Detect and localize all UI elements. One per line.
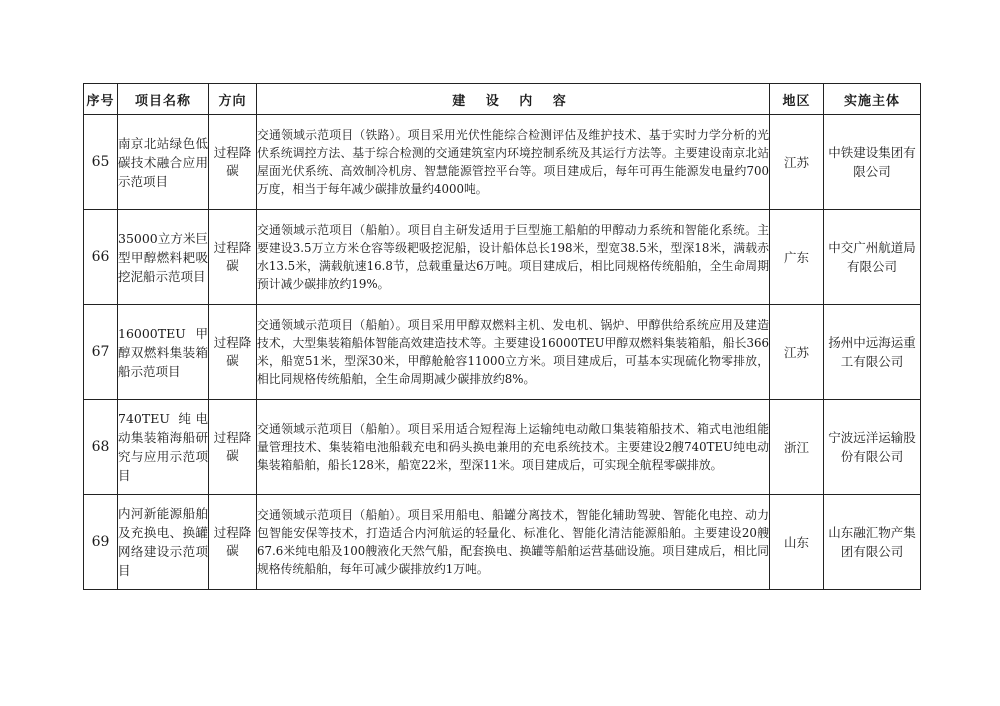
header-region: 地区 bbox=[770, 84, 824, 115]
table-header bbox=[84, 84, 921, 115]
table-row bbox=[84, 495, 921, 590]
projects-table bbox=[83, 83, 921, 590]
row-number: 67 bbox=[84, 305, 118, 400]
project-content: 交通领域示范项目（船舶）。项目自主研发适用于巨型施工船舶的甲醇动力系统和智能化系统。主要建设3.5万立方米仓容等级耙吸挖泥船，设计船体总长198米，型宽38.5米，型深18米，满载赤水13.5米，满载航速16.8节，总载重量达6万吨。项目建成后，相比同规格传统船舶，全生命周期预计减少碳排放约19%。 bbox=[257, 210, 770, 305]
header-row bbox=[84, 84, 921, 115]
project-region: 浙江 bbox=[770, 400, 824, 495]
project-direction: 过程降碳 bbox=[209, 495, 257, 590]
table-row bbox=[84, 210, 921, 305]
project-entity: 扬州中远海运重工有限公司 bbox=[824, 305, 921, 400]
table-row bbox=[84, 400, 921, 495]
project-name: 35000立方米巨型甲醇燃料耙吸挖泥船示范项目 bbox=[118, 210, 209, 305]
table-row bbox=[84, 115, 921, 210]
project-entity: 中铁建设集团有限公司 bbox=[824, 115, 921, 210]
table-row bbox=[84, 305, 921, 400]
project-region: 山东 bbox=[770, 495, 824, 590]
header-content: 建 设 内 容 bbox=[257, 84, 770, 115]
project-content: 交通领域示范项目（船舶）。项目采用适合短程海上运输纯电动敞口集装箱船技术、箱式电池组能量管理技术、集装箱电池船载充电和码头换电兼用的充电系统技术。主要建设2艘740TEU纯电动集装箱船舶，船长128米，船宽22米，型深11米。项目建成后，可实现全航程零碳排放。 bbox=[257, 400, 770, 495]
project-name: 740TEU 纯电动集装箱海船研究与应用示范项目 bbox=[118, 400, 209, 495]
project-content: 交通领域示范项目（铁路）。项目采用光伏性能综合检测评估及维护技术、基于实时力学分析的光伏系统调控方法、基于综合检测的交通建筑室内环境控制系统及其运行方法等。主要建设南京北站屋面光伏系统、高效制冷机房、智慧能源管控平台等。项目建成后，每年可再生能源发电量约700万度，相当于每年减少碳排放量约4000吨。 bbox=[257, 115, 770, 210]
header-name: 项目名称 bbox=[118, 84, 209, 115]
table-body bbox=[84, 115, 921, 590]
project-region: 江苏 bbox=[770, 305, 824, 400]
row-number: 68 bbox=[84, 400, 118, 495]
project-entity: 中交广州航道局有限公司 bbox=[824, 210, 921, 305]
project-region: 广东 bbox=[770, 210, 824, 305]
project-region: 江苏 bbox=[770, 115, 824, 210]
project-content: 交通领域示范项目（船舶）。项目采用甲醇双燃料主机、发电机、锅炉、甲醇供给系统应用及建造技术，大型集装箱船体智能高效建造技术等。主要建设16000TEU甲醇双燃料集装箱船，船长366米，船宽51米，型深30米，甲醇舱舱容11000立方米。项目建成后，可基本实现硫化物零排放，相比同规格传统船舶，全生命周期减少碳排放约8%。 bbox=[257, 305, 770, 400]
project-entity: 山东融汇物产集团有限公司 bbox=[824, 495, 921, 590]
project-content: 交通领域示范项目（船舶）。项目采用船电、船罐分离技术，智能化辅助驾驶、智能化电控、动力包智能安保等技术，打造适合内河航运的轻量化、标准化、智能化清洁能源船舶。主要建设20艘67.6米纯电船及100艘液化天然气船，配套换电、换罐等船舶运营基础设施。项目建成后，相比同规格传统船舶，每年可减少碳排放约1万吨。 bbox=[257, 495, 770, 590]
project-name: 内河新能源船舶及充换电、换罐网络建设示范项目 bbox=[118, 495, 209, 590]
header-direction: 方向 bbox=[209, 84, 257, 115]
project-entity: 宁波远洋运输股份有限公司 bbox=[824, 400, 921, 495]
row-number: 69 bbox=[84, 495, 118, 590]
project-direction: 过程降碳 bbox=[209, 305, 257, 400]
project-direction: 过程降碳 bbox=[209, 115, 257, 210]
header-no: 序号 bbox=[84, 84, 118, 115]
project-name: 南京北站绿色低碳技术融合应用示范项目 bbox=[118, 115, 209, 210]
project-direction: 过程降碳 bbox=[209, 400, 257, 495]
project-direction: 过程降碳 bbox=[209, 210, 257, 305]
row-number: 65 bbox=[84, 115, 118, 210]
row-number: 66 bbox=[84, 210, 118, 305]
project-name: 16000TEU 甲醇双燃料集装箱船示范项目 bbox=[118, 305, 209, 400]
header-entity: 实施主体 bbox=[824, 84, 921, 115]
